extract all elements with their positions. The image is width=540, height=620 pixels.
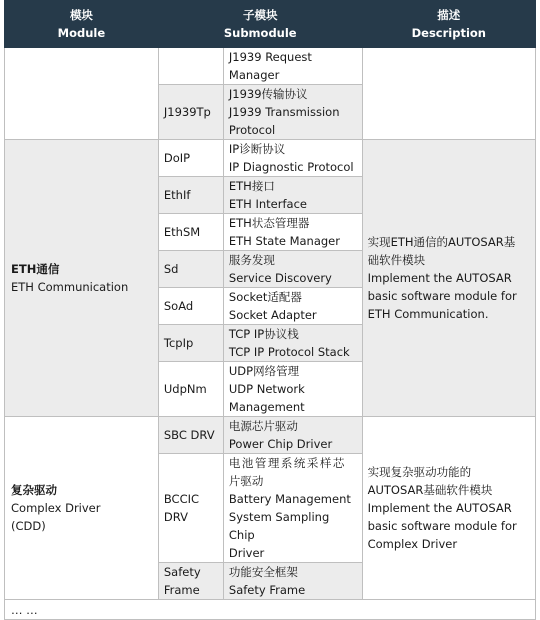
description-cell-j1939 [362,48,535,140]
description-text: AUTOSAR基础软件模块 [367,483,493,497]
header-submodule-en: Submodule [223,26,297,40]
header-submodule-zh: 子模块 [242,8,278,22]
submodule-text: UDP Network [228,382,305,396]
description-text: 础软件模块 [367,253,426,267]
submodule-cell [223,214,362,251]
submodule-text: J1939 Request [228,50,312,64]
submodule-name-text: Safety [163,565,201,579]
submodule-cell [223,140,362,177]
submodule-text: 电池管理系统采样芯 [228,456,346,470]
header-description-zh: 描述 [437,8,461,22]
submodule-text: TCP IP Protocol Stack [228,345,350,359]
submodule-name-cell [158,48,223,85]
submodule-name-cell: DoIP [158,140,223,177]
submodule-name-cell: Sd [158,251,223,288]
table-row [5,417,536,454]
submodule-cell [223,177,362,214]
module-cell-j1939 [5,48,159,140]
description-text: Implement the AUTOSAR [367,501,512,515]
description-text: Implement the AUTOSAR [367,271,512,285]
submodule-text: ETH State Manager [228,234,340,248]
submodule-name-cell: EthIf [158,177,223,214]
module-cell-cdd [5,417,159,600]
header-submodule [158,1,362,48]
submodule-text: ETH Interface [228,197,307,211]
description-cell-eth [362,140,535,417]
description-text: basic software module for [367,519,517,533]
submodule-text: Protocol [228,123,276,137]
submodule-name-text: DRV [163,510,188,524]
module-name-en: ETH Communication [11,280,129,294]
module-name-zh: 复杂驱动 [11,483,57,497]
submodule-text: ETH接口 [228,179,275,193]
description-text: 实现复杂驱动功能的 [367,465,472,479]
submodule-name-cell: SBC DRV [158,417,223,454]
submodule-text: 片驱动 [228,474,264,488]
description-text: 实现ETH通信的AUTOSAR基 [367,235,516,249]
module-table [4,0,536,620]
submodule-text: Socket Adapter [228,308,317,322]
submodule-text: IP Diagnostic Protocol [228,160,354,174]
submodule-text: System Sampling Chip [228,510,330,542]
submodule-text: 电源芯片驱动 [228,419,298,433]
submodule-cell [223,325,362,362]
submodule-cell [223,288,362,325]
submodule-text: Socket适配器 [228,290,302,304]
submodule-cell [223,454,362,563]
submodule-text: Management [228,400,305,414]
module-cell-eth [5,140,159,417]
description-text: Complex Driver [367,537,458,551]
submodule-name-text: BCCIC [163,492,200,506]
submodule-cell [223,563,362,600]
submodule-cell [223,362,362,417]
submodule-name-cell [158,454,223,563]
submodule-text: Power Chip Driver [228,437,333,451]
submodule-name-cell: SoAd [158,288,223,325]
header-module-zh: 模块 [69,8,93,22]
submodule-name-cell: UdpNm [158,362,223,417]
module-name-zh: ETH通信 [11,262,60,276]
submodule-name-cell: TcpIp [158,325,223,362]
submodule-text: Driver [228,546,265,560]
description-text: ETH Communication. [367,307,489,321]
submodule-text: Service Discovery [228,271,332,285]
submodule-cell [223,48,362,85]
header-description-en: Description [411,26,486,40]
header-module-en: Module [57,26,106,40]
submodule-cell [223,417,362,454]
header-description [362,1,535,48]
description-cell-cdd [362,417,535,600]
submodule-text: Safety Frame [228,583,306,597]
submodule-text: Manager [228,68,280,82]
module-name-en: Complex Driver [11,501,101,515]
submodule-name-cell: J1939Tp [158,85,223,140]
module-name-en: (CDD) [11,519,46,533]
table-row [5,48,536,85]
submodule-text: 功能安全框架 [228,565,298,579]
ellipsis-cell: … … [5,600,536,620]
table-row [5,140,536,177]
submodule-text: Battery Management [228,492,351,506]
submodule-text: ETH状态管理器 [228,216,310,230]
submodule-name-text: Frame [163,583,200,597]
submodule-text: 服务发现 [228,253,275,267]
submodule-cell [223,85,362,140]
table-header-row [5,1,536,48]
submodule-name-cell: EthSM [158,214,223,251]
description-text: basic software module for [367,289,517,303]
submodule-text: IP诊断协议 [228,142,286,156]
table-row-ellipsis [5,600,536,620]
header-module [5,1,159,48]
submodule-name-cell [158,563,223,600]
submodule-cell [223,251,362,288]
submodule-text: UDP网络管理 [228,364,300,378]
submodule-text: J1939 Transmission [228,105,340,119]
submodule-text: J1939传输协议 [228,87,308,101]
submodule-text: TCP IP协议栈 [228,327,299,341]
